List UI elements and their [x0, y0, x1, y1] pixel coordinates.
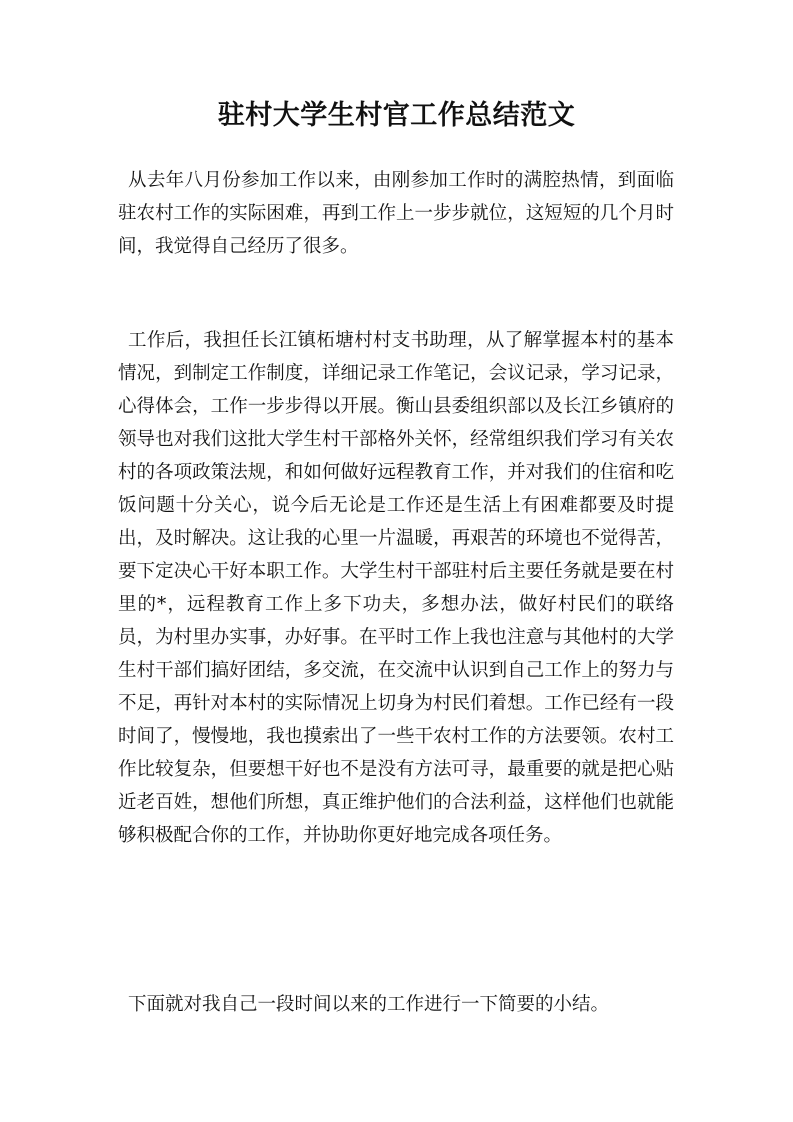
- paragraph-work-details: 工作后，我担任长江镇柘塘村村支书助理，从了解掌握本村的基本情况，到制定工作制度，详细记录工作笔记，会议记录，学习记录，心得体会，工作一步步得以开展。衡山县委组织部以及长江乡镇府的领导也对我们这批大学生村干部格外关怀，经常组织我们学习有关农村的各项政策法规，和如何做好远程教育工作，并对我们的住宿和吃饭问题十分关心，说今后无论是工作还是生活上有困难都要及时提出，及时解决。这让我的心里一片温暖，再艰苦的环境也不觉得苦，要下定决心干好本职工作。大学生村干部驻村后主要任务就是要在村里的*，远程教育工作上多下功夫，多想办法，做好村民们的联络员，为村里办实事，办好事。在平时工作上我也注意与其他村的大学生村干部们搞好团结，多交流，在交流中认识到自己工作上的努力与不足，再针对本村的实际情况上切身为村民们着想。工作已经有一段时间了，慢慢地，我也摸索出了一些干农村工作的方法要领。农村工作比较复杂，但要想干好也不是没有方法可寻，最重要的就是把心贴近老百姓，想他们所想，真正维护他们的合法利益，这样他们也就能够积极配合你的工作，并协助你更好地完成各项任务。: [118, 330, 674, 846]
- paragraph-summary-lead: 下面就对我自己一段时间以来的工作进行一下简要的小结。: [128, 994, 610, 1015]
- document-title: 驻村大学生村官工作总结范文: [217, 100, 576, 131]
- paragraph-intro: 从去年八月份参加工作以来，由刚参加工作时的满腔热情，到面临驻农村工作的实际困难，再到工作上一步步就位，这短短的几个月时间，我觉得自己经历了很多。: [118, 170, 674, 257]
